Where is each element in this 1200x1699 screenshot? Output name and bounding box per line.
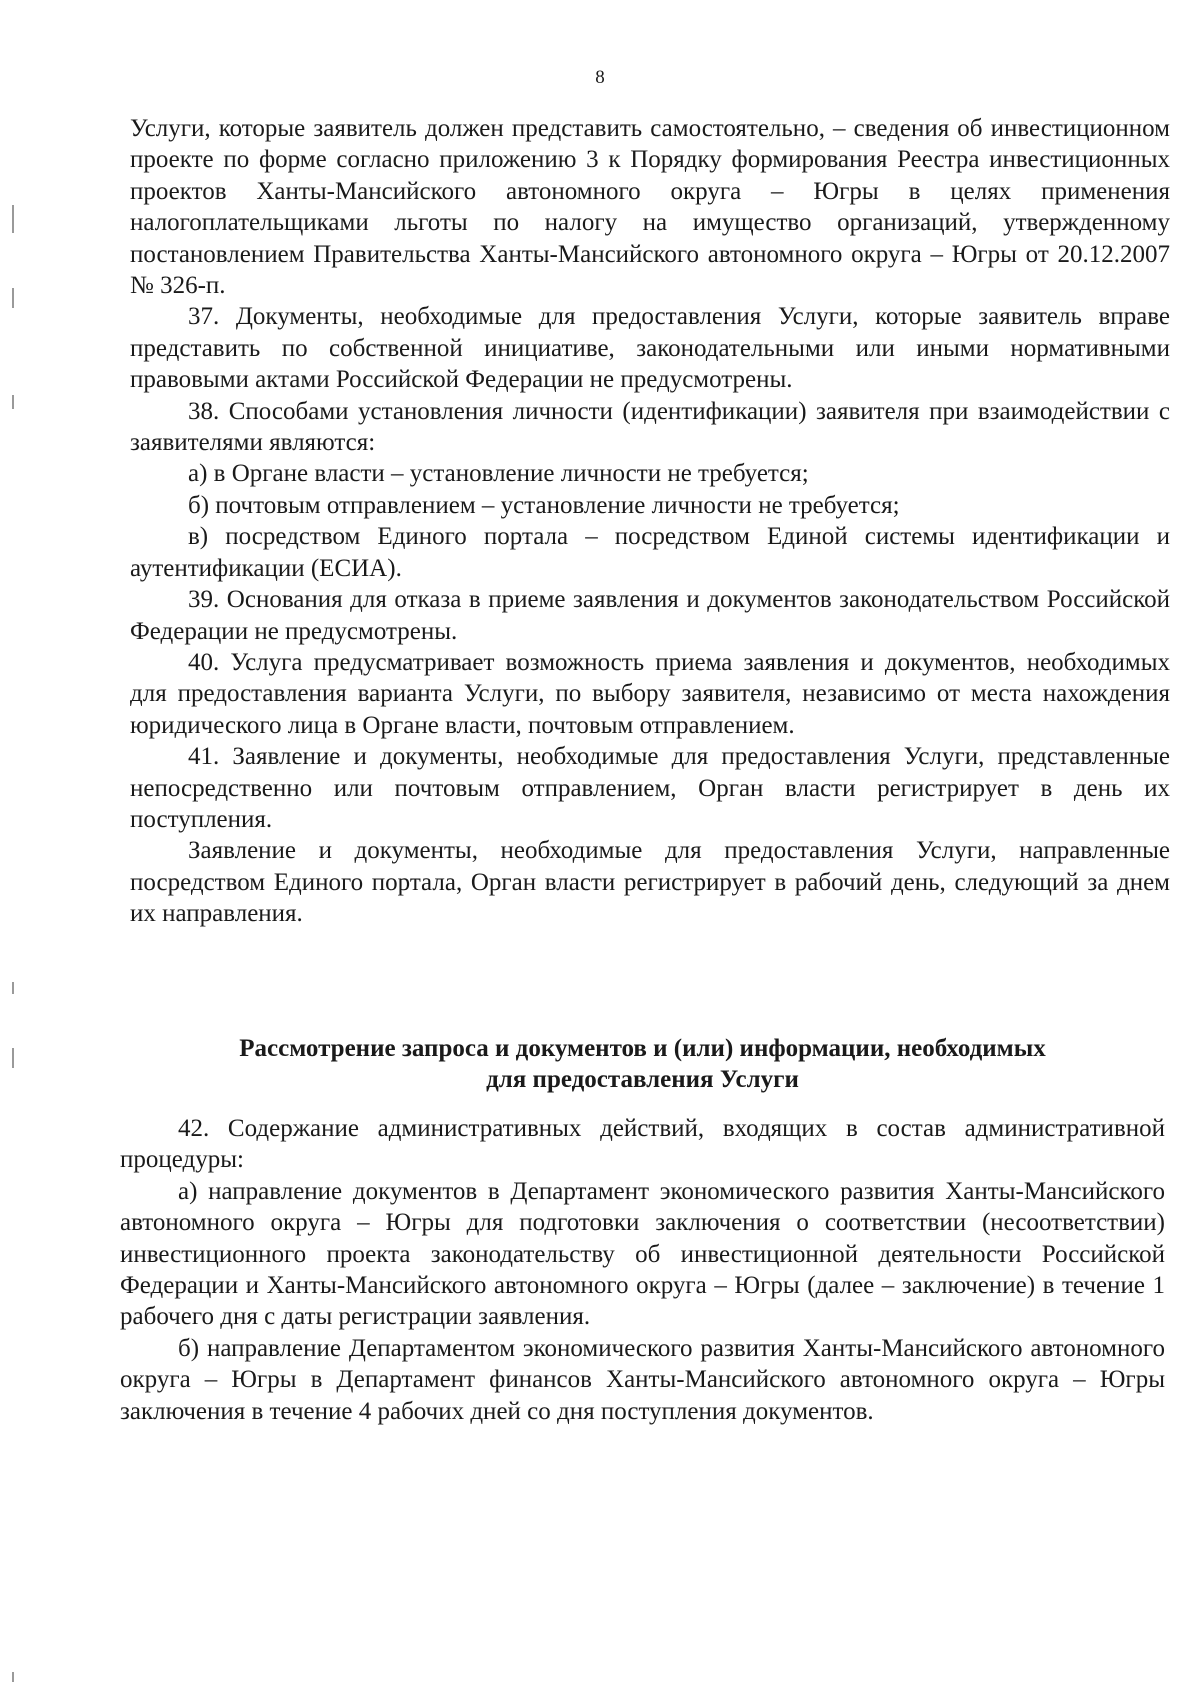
paragraph-continuation: Услуги, которые заявитель должен представить самостоятельно, – сведения об инвестиционном проекте по форме согласно приложению 3 к Порядку формирования Реестра инвестиционных проектов Ханты-Мансийского автономного округа – Югры в целях применения налогоплательщиками льготы по налогу на имущество организаций, утвержденному постановлением Правительства Ханты-Мансийского автономного округа – Югры от 20.12.2007 № 326-п. — [130, 115, 1170, 300]
section-heading-line-1: Рассмотрение запроса и документов и (или) информации, необходимых — [239, 1035, 1046, 1062]
paragraph-38-c: в) посредством Единого портала – посредством Единой системы идентификации и аутентификации (ЕСИА). — [130, 523, 1170, 582]
page-number: 8 — [595, 67, 605, 88]
section-heading-line-2: для предоставления Услуги — [486, 1066, 799, 1093]
scan-margin-mark — [12, 395, 14, 409]
paragraph-39: 39. Основания для отказа в приеме заявления и документов законодательством Российской Федерации не предусмотрены. — [130, 586, 1170, 645]
scan-margin-mark — [12, 205, 14, 233]
paragraph-38-b: б) почтовым отправлением – установление личности не требуется; — [188, 491, 900, 519]
scan-margin-mark — [12, 288, 14, 308]
scan-margin-mark — [12, 1672, 14, 1682]
paragraph-41-second: Заявление и документы, необходимые для предоставления Услуги, направленные посредством Единого портала, Орган власти регистрирует в рабочий день, следующий за днем их направления. — [130, 837, 1170, 928]
paragraph-42-a: а) направление документов в Департамент экономического развития Ханты-Мансийского автономного округа – Югры для подготовки заключения о соответствии (несоответствии) инвестиционного проекта законодательству об инвестиционной деятельности Российской Федерации и Ханты-Мансийского автономного округа – Югры (далее – заключение) в течение 1 рабочего дня с даты регистрации заявления. — [120, 1177, 1165, 1331]
scan-margin-mark — [12, 982, 14, 994]
scan-margin-mark — [12, 1048, 14, 1068]
paragraph-38: 38. Способами установления личности (идентификации) заявителя при взаимодействии с заявителями являются: — [130, 397, 1170, 457]
paragraph-41: 41. Заявление и документы, необходимые для предоставления Услуги, представленные непосредственно или почтовым отправлением, Орган власти регистрирует в день их поступления. — [130, 743, 1170, 833]
text-block-top — [130, 113, 1170, 930]
paragraph-42-b: б) направление Департаментом экономического развития Ханты-Мансийского автономного округа – Югры в Департамент финансов Ханты-Мансийского автономного округа – Югры заключения в течение 4 рабочих дней со дня поступления документов. — [120, 1334, 1165, 1425]
text-block-bottom — [120, 1113, 1165, 1427]
paragraph-42: 42. Содержание административных действий, входящих в состав административной процедуры: — [120, 1115, 1165, 1174]
paragraph-37: 37. Документы, необходимые для предоставления Услуги, которые заявитель вправе представить по собственной инициативе, законодательными или иными нормативными правовыми актами Российской Федерации не предусмотрены. — [130, 303, 1170, 394]
paragraph-40: 40. Услуга предусматривает возможность приема заявления и документов, необходимых для предоставления варианта Услуги, по выбору заявителя, независимо от места нахождения юридического лица в Органе власти, почтовым отправлением. — [130, 648, 1170, 739]
paragraph-38-a: а) в Органе власти – установление личности не требуется; — [188, 460, 809, 488]
section-heading — [120, 1033, 1165, 1095]
